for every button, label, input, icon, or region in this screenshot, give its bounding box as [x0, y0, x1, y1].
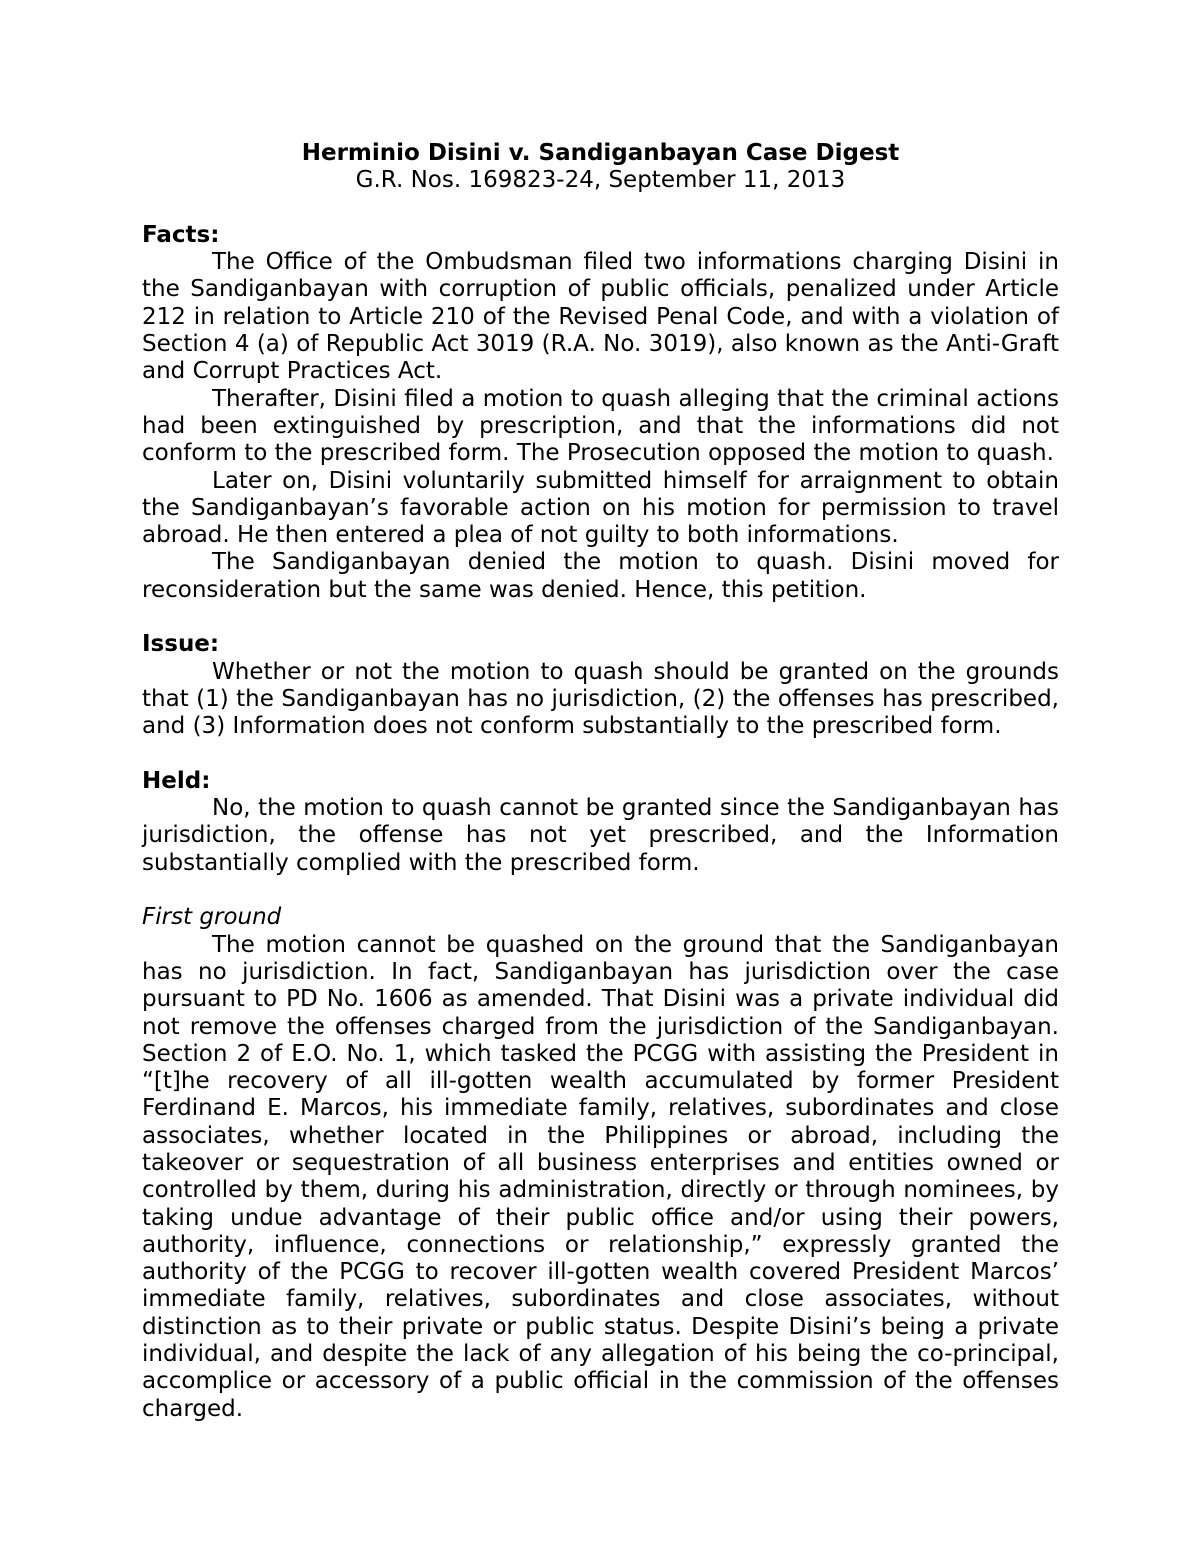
held-paragraph: No, the motion to quash cannot be granted since the Sandiganbayan has jurisdiction, the offense has not yet prescribed, and the Information substantially complied with the prescribed form. [142, 795, 1059, 876]
facts-heading: Facts: [142, 221, 220, 248]
document-page [142, 140, 1059, 1423]
held-heading: Held: [142, 767, 211, 794]
facts-section [142, 222, 1059, 604]
first-ground-paragraph: The motion cannot be quashed on the ground that the Sandiganbayan has no jurisdiction. In fact, Sandiganbayan has jurisdiction over the case pursuant to PD No. 1606 as amended. That Disini was a private individual did not remove the offenses charged from the jurisdiction of the Sandiganbayan. Section 2 of E.O. No. 1, which tasked the PCGG with assisting the President in “[t]he recovery of all ill-gotten wealth accumulated by former President Ferdinand E. Marcos, his immediate family, relatives, subordinates and close associates, whether located in the Philippines or abroad, including the takeover or sequestration of all business enterprises and entities owned or controlled by them, during his administration, directly or through nominees, by taking undue advantage of their public office and/or using their powers, authority, influence, connections or relationship,” expressly granted the authority of the PCGG to recover ill-gotten wealth covered President Marcos’ immediate family, relatives, subordinates and close associates, without distinction as to their private or public status. Despite Disini’s being a private individual, and despite the lack of any allegation of his being the co-principal, accomplice or accessory of a public official in the commission of the offenses charged. [142, 931, 1059, 1422]
document-title: Herminio Disini v. Sandiganbayan Case Digest [301, 140, 900, 166]
first-ground-section [142, 904, 1059, 1423]
issue-section [142, 631, 1059, 740]
spacer [142, 604, 1059, 631]
first-ground-heading: First ground [142, 904, 282, 931]
issue-paragraph: Whether or not the motion to quash should be granted on the grounds that (1) the Sandiganbayan has no jurisdiction, (2) the offenses has prescribed, and (3) Information does not conform substantially to the prescribed form. [142, 658, 1059, 740]
spacer [142, 195, 1059, 222]
facts-paragraph: Later on, Disini voluntarily submitted himself for arraignment to obtain the Sandiganbayan’s favorable action on his motion for permission to travel abroad. He then entered a plea of not guilty to both informations. [142, 467, 1059, 549]
case-citation: G.R. Nos. 169823-24, September 11, 2013 [355, 167, 846, 194]
spacer [142, 741, 1059, 768]
facts-paragraph: The Sandiganbayan denied the motion to quash. Disini moved for reconsideration but the same was denied. Hence, this petition. [142, 549, 1059, 603]
facts-paragraph: The Office of the Ombudsman filed two informations charging Disini in the Sandiganbayan with corruption of public officials, penalized under Article 212 in relation to Article 210 of the Revised Penal Code, and with a violation of Section 4 (a) of Republic Act 3019 (R.A. No. 3019), also known as the Anti-Graft and Corrupt Practices Act. [142, 249, 1059, 385]
held-section [142, 768, 1059, 877]
issue-heading: Issue: [142, 631, 220, 658]
facts-paragraph: Therafter, Disini filed a motion to quash alleging that the criminal actions had been extinguished by prescription, and that the informations did not conform to the prescribed form. The Prosecution opposed the motion to quash. [142, 385, 1059, 467]
spacer [142, 877, 1059, 904]
